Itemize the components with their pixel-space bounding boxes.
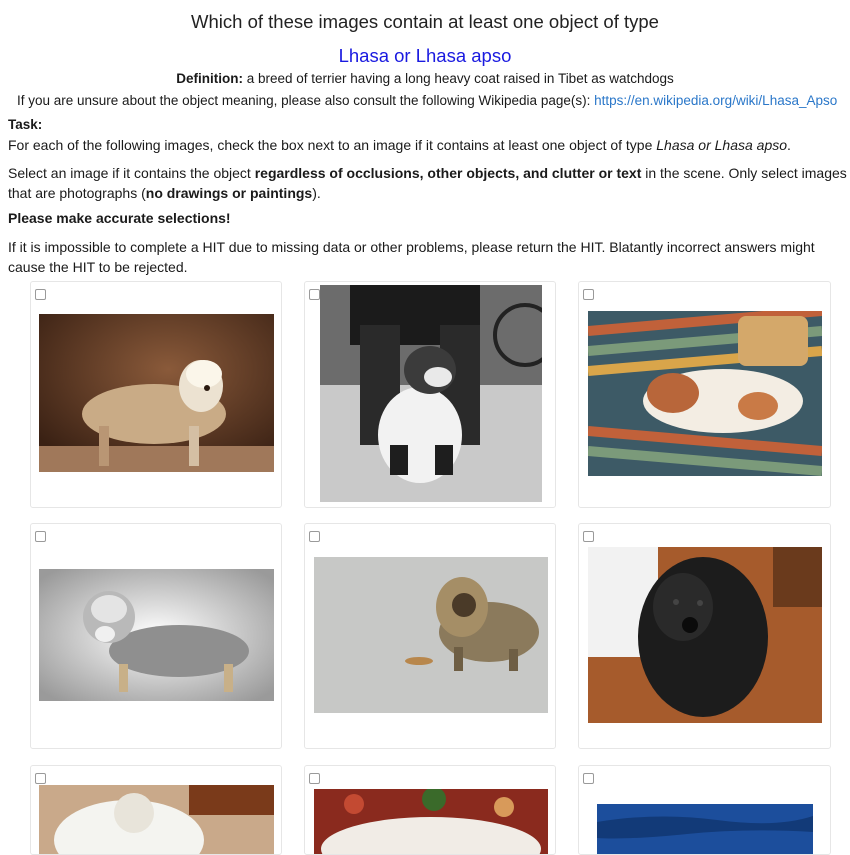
image-card-5[interactable] xyxy=(304,523,556,749)
image-8 xyxy=(314,789,548,855)
image-1 xyxy=(39,314,274,472)
instruction-type: Lhasa or Lhasa apso xyxy=(656,137,788,153)
select-bold2: no drawings or paintings xyxy=(145,185,313,201)
definition-text: a breed of terrier having a long heavy coat raised in Tibet as watchdogs xyxy=(246,71,674,86)
image-card-6[interactable] xyxy=(578,523,831,749)
image-6 xyxy=(588,547,822,723)
select-end: ). xyxy=(312,185,321,201)
task-heading: Task: xyxy=(8,117,43,132)
image-4 xyxy=(39,569,274,701)
select-bold: regardless of occlusions, other objects, and clutter or text xyxy=(254,165,642,181)
instruction-suffix: . xyxy=(787,137,791,153)
question-heading: Which of these images contain at least one object of type xyxy=(191,11,659,32)
accuracy-warning: Please make accurate selections! xyxy=(8,210,231,226)
image-checkbox[interactable] xyxy=(35,773,46,784)
image-checkbox[interactable] xyxy=(583,289,594,300)
image-9 xyxy=(597,804,813,855)
wiki-note xyxy=(17,93,837,108)
wiki-prefix: If you are unsure about the object meaning, please also consult the following Wikipedia page(s): xyxy=(17,93,591,108)
image-checkbox[interactable] xyxy=(309,289,320,300)
hit-note: If it is impossible to complete a HIT due to missing data or other problems, please return the HIT. Blatantly incorrect answers might cause the HIT to be rejected. xyxy=(8,239,815,275)
image-2 xyxy=(320,285,542,502)
image-3 xyxy=(588,311,822,476)
image-7 xyxy=(39,785,274,855)
image-checkbox[interactable] xyxy=(35,289,46,300)
category-title: Lhasa or Lhasa apso xyxy=(338,45,512,66)
image-checkbox[interactable] xyxy=(583,773,594,784)
image-5 xyxy=(314,557,548,713)
wiki-link[interactable]: https://en.wikipedia.org/wiki/Lhasa_Apso xyxy=(594,93,838,108)
image-card-3[interactable] xyxy=(578,281,831,508)
image-checkbox[interactable] xyxy=(35,531,46,542)
image-card-2[interactable] xyxy=(304,281,556,508)
image-card-1[interactable] xyxy=(30,281,282,508)
image-checkbox[interactable] xyxy=(309,531,320,542)
instruction-prefix: For each of the following images, check the box next to an image if it contains at least one object of type xyxy=(8,137,653,153)
image-card-4[interactable] xyxy=(30,523,282,749)
task-instruction xyxy=(8,137,791,153)
select-mid: in the scene. Only select images that are photographs ( xyxy=(8,165,847,201)
image-checkbox[interactable] xyxy=(309,773,320,784)
definition-label: Definition: xyxy=(176,71,243,86)
selection-rules xyxy=(8,163,848,203)
image-checkbox[interactable] xyxy=(583,531,594,542)
definition xyxy=(0,71,850,86)
select-prefix: Select an image if it contains the object xyxy=(8,165,251,181)
